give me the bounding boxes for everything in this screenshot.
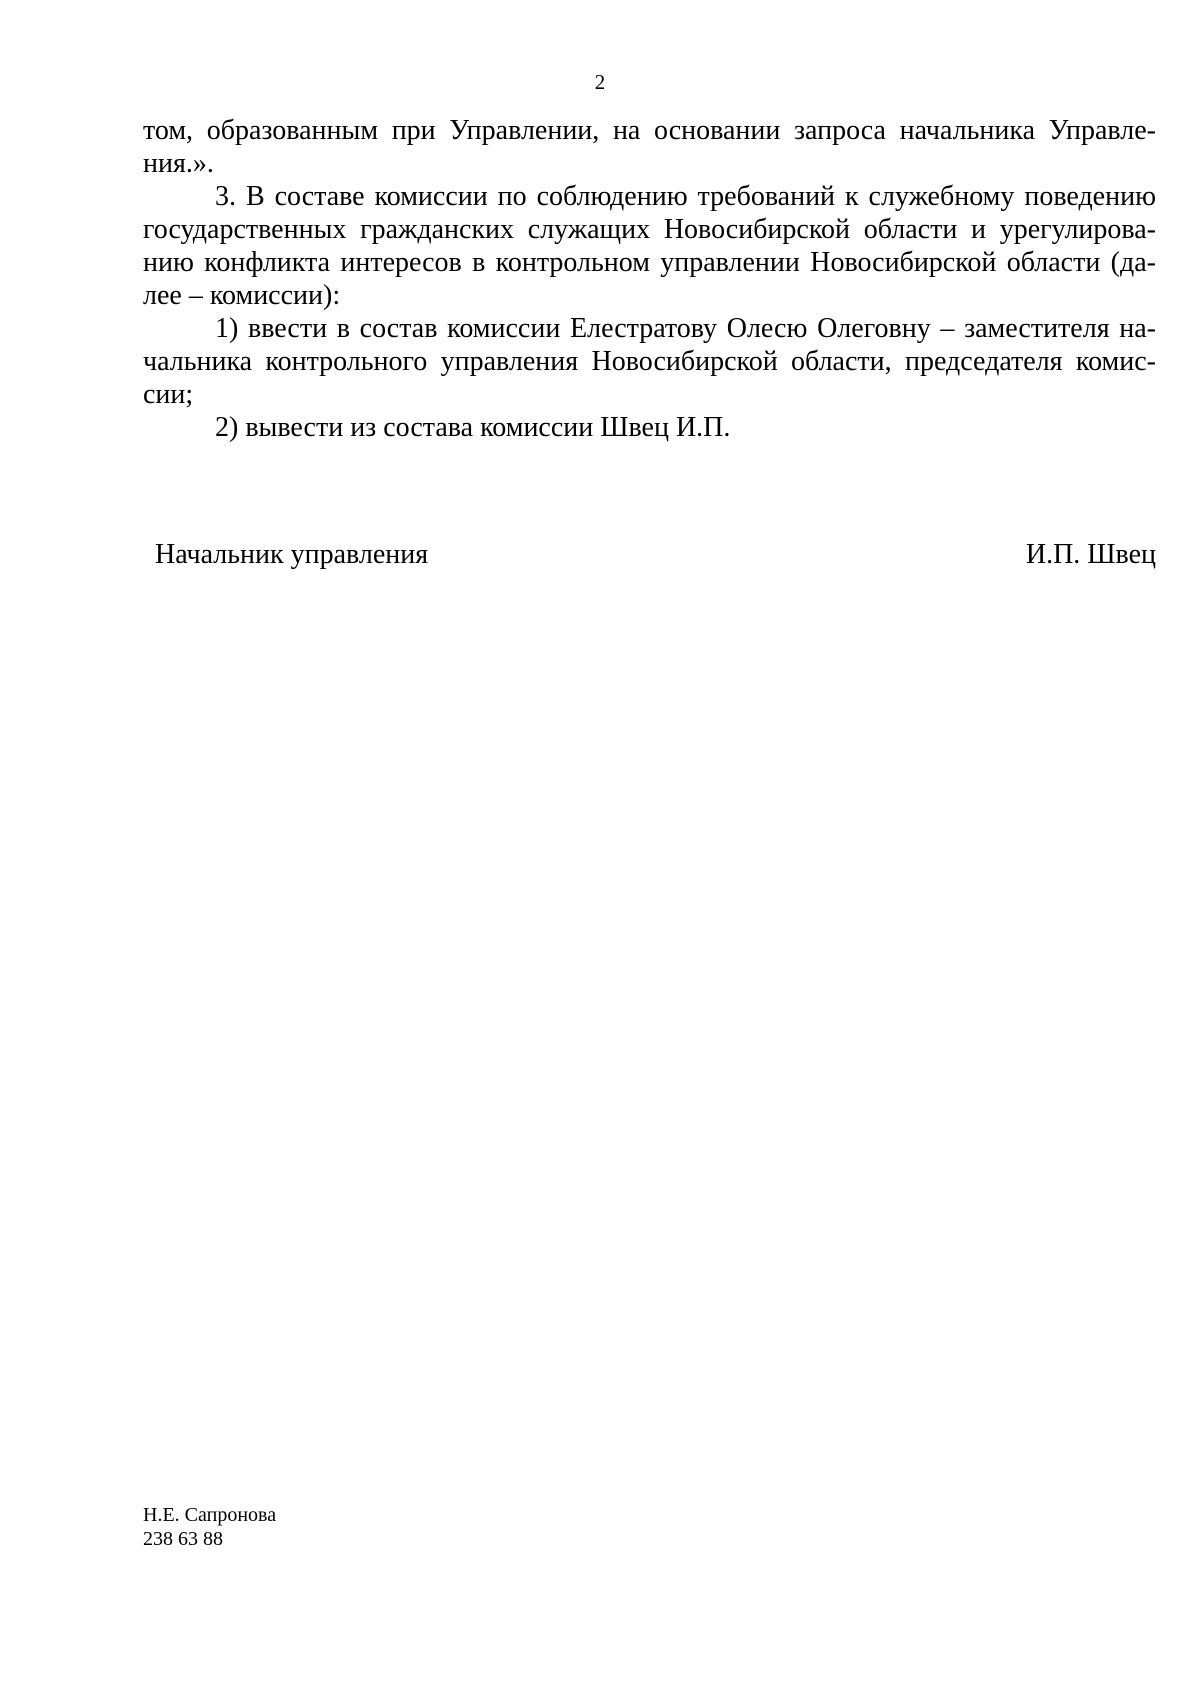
- document-body: [143, 114, 1156, 444]
- signatory-position: Начальник управления: [155, 539, 429, 570]
- paragraph-subitem-1: 1) ввести в состав комиссии Елестратову Олесю Олеговну – заместителя на-чальника контрольного управления Новосибирской области, председателя комис-сии;: [143, 313, 1156, 410]
- paragraph-continuation: том, образованным при Управлении, на основании запроса начальника Управле-ния.».: [143, 115, 1156, 179]
- signatory-name: И.П. Швец: [1025, 539, 1156, 570]
- executor-name: Н.Е. Сапронова: [143, 1504, 277, 1526]
- paragraph-item-3: 3. В составе комиссии по соблюдению требований к служебному поведению государственных гражданских служащих Новосибирской области и урегулирова-нию конфликта интересов в контрольном управлении Новосибирской области (да-лее – комиссии):: [143, 181, 1156, 311]
- page-number: 2: [594, 70, 606, 94]
- executor-info: [143, 1503, 276, 1551]
- signature-block: [155, 538, 1156, 574]
- executor-phone: 238 63 88: [143, 1528, 223, 1550]
- paragraph-subitem-2: 2) вывести из состава комиссии Швец И.П.: [215, 412, 731, 443]
